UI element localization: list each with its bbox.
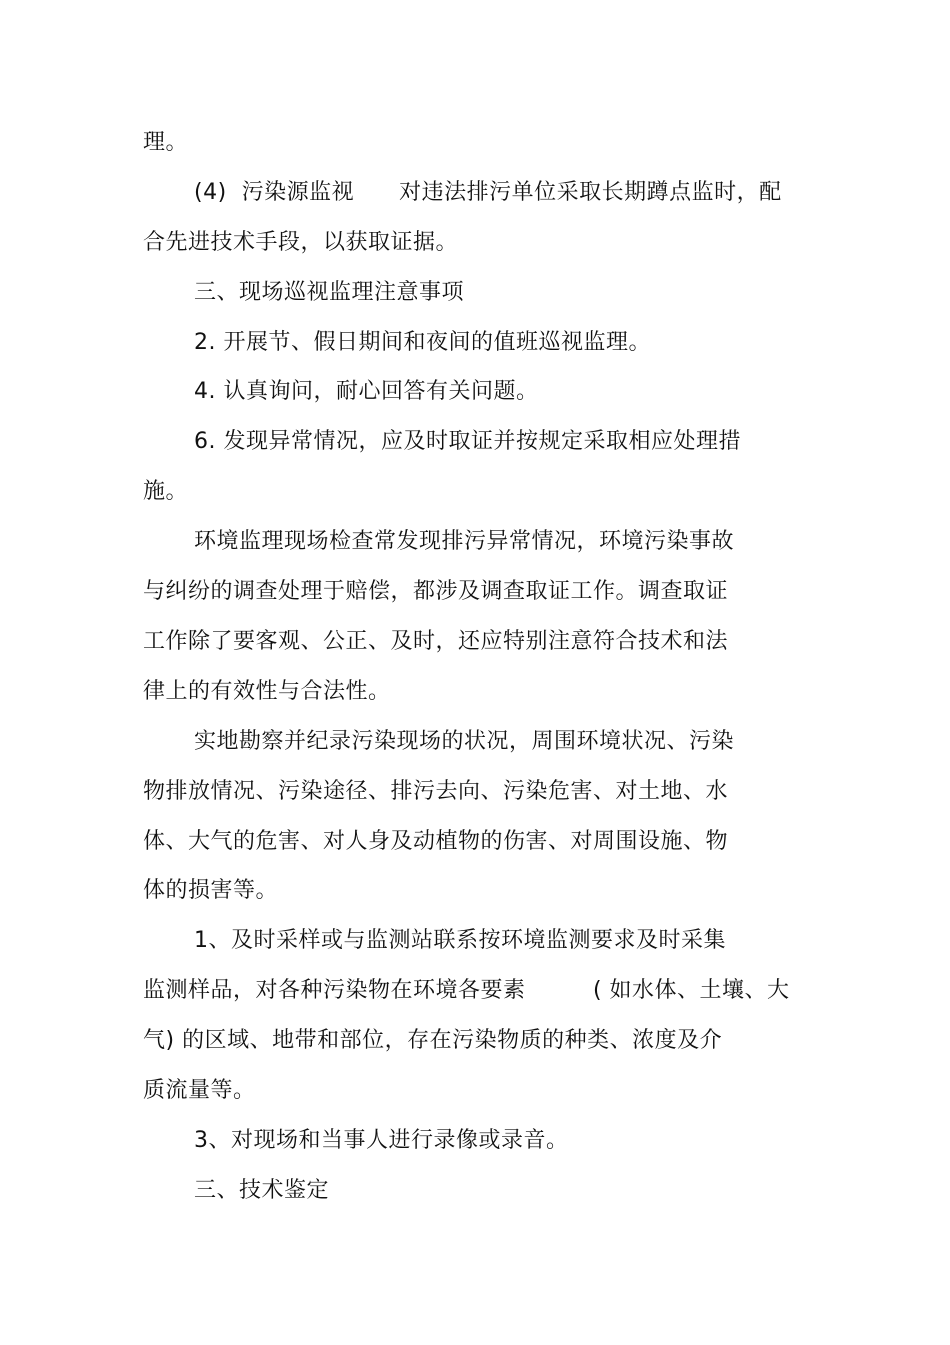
text-line: 律上的有效性与合法性。 <box>143 679 391 704</box>
text-line: 2. 开展节、假日期间和夜间的值班巡视监理。 <box>194 330 651 355</box>
text-line: 实地勘察并纪录污染现场的状况，周围环境状况、污染 <box>194 729 735 754</box>
text-line: 施。 <box>143 479 189 504</box>
text-line: 与纠纷的调查处理于赔偿，都涉及调查取证工作。调查取证 <box>143 579 729 604</box>
text-line: 体、大气的危害、对人身及动植物的伤害、对周围设施、物 <box>143 829 729 854</box>
text-line: 1、及时采样或与监测站联系按环境监测要求及时采集 <box>194 928 726 953</box>
text-line: 合先进技术手段，以获取证据。 <box>143 230 459 255</box>
text-line: 体的损害等。 <box>143 878 279 903</box>
text-line: (4) 污染源监视 对违法排污单位采取长期蹲点监时，配 <box>194 180 782 205</box>
text-line: 6. 发现异常情况，应及时取证并按规定采取相应处理措 <box>194 429 741 454</box>
text-line: 物排放情况、污染途径、排污去向、污染危害、对土地、水 <box>143 779 729 804</box>
text-line: 环境监理现场检查常发现排污异常情况，环境污染事故 <box>194 529 735 554</box>
text-line: 工作除了要客观、公正、及时，还应特别注意符合技术和法 <box>143 629 729 654</box>
section-heading: 三、现场巡视监理注意事项 <box>194 280 465 305</box>
text-line: 质流量等。 <box>143 1078 256 1103</box>
section-heading: 三、技术鉴定 <box>194 1178 330 1203</box>
text-line: 3、对现场和当事人进行录像或录音。 <box>194 1128 569 1153</box>
text-line: 气) 的区域、地带和部位，存在污染物质的种类、浓度及介 <box>143 1028 723 1053</box>
text-line: 理。 <box>143 130 189 155</box>
text-line: 监测样品，对各种污染物在环境各要素 ( 如水体、土壤、大 <box>143 978 790 1003</box>
text-line: 4. 认真询问，耐心回答有关问题。 <box>194 379 539 404</box>
